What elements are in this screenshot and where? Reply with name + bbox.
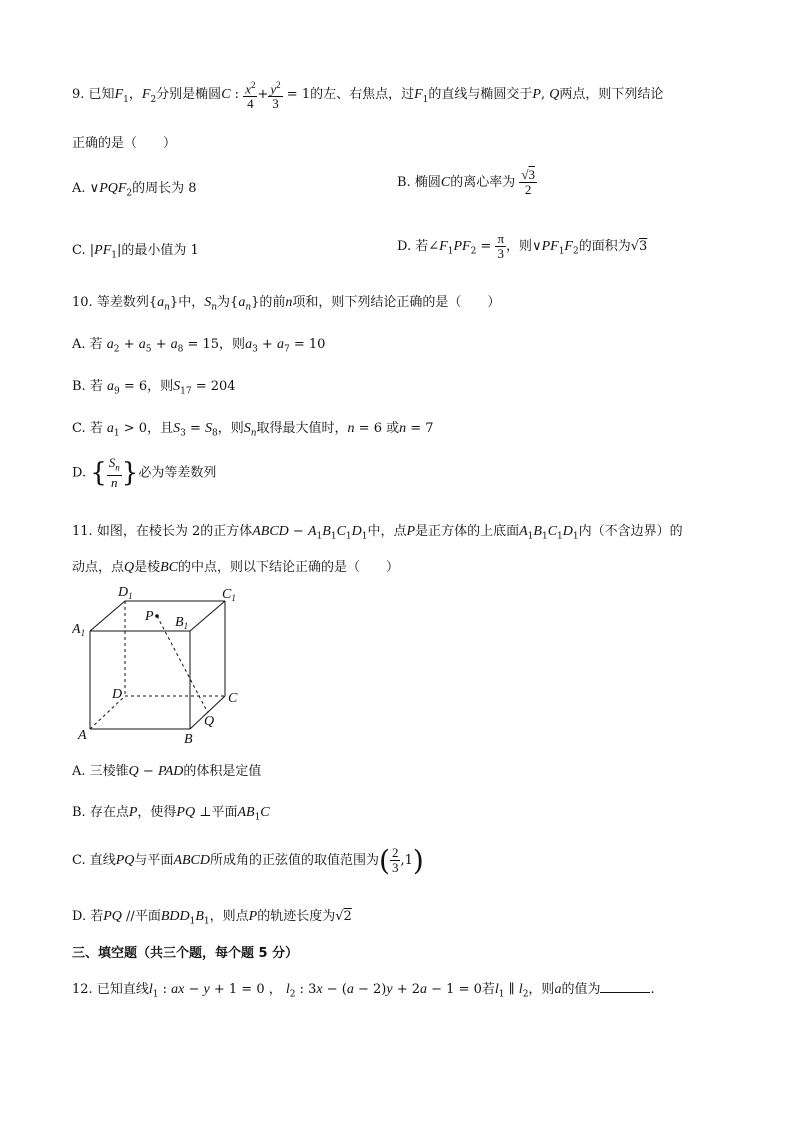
q9-option-b: B. 椭圆C的离心率为 $\frac{√3}{2}$ <box>397 167 535 197</box>
q9-option-c: C. $|PF_1|$的最小值为 1 <box>72 243 199 261</box>
q11-option-c: C. 直线PQ与平面ABCD所成角的正弦值的取值范围为( $\frac{2}{3}$ ,1) <box>72 844 424 877</box>
q10-option-d: D. { $\frac{S_n}{n}$ }必为等差数列 <box>72 455 217 490</box>
edge-A1D1 <box>90 601 125 631</box>
label-C1: $C_1$ <box>222 587 236 603</box>
q10-stem: 10. 等差数列$\{a_n\}$中，$S_n$为$\{a_n\}$的前n项和，则下列结论正确的是（ ） <box>72 295 501 313</box>
q9-stem-line1: 9. 已知$F_1$，$F_2$分别是椭圆C : $\frac{x^2}{4}$ + $\frac{y^2}{3}$ = 1的左、右焦点，过$F_1$的直线与椭圆交于P, Q两点，则下列结论 <box>72 80 664 112</box>
label-B1: $B_1$ <box>175 615 189 631</box>
q10-fraction-sn-n: $\frac{S_n}{n}$ <box>108 455 120 490</box>
edge-B1C1 <box>190 601 225 631</box>
q10-option-b: B. 若 $a_9 = 6$，则$S_{17} = 204$ <box>72 379 236 397</box>
q9-number: 9. <box>72 87 85 103</box>
q9-fraction-sqrt3-2: $\frac{√3}{2}$ <box>521 167 535 197</box>
label-P: P <box>145 609 154 624</box>
q9-option-d: D. 若$\angle F_1PF_2$ = $\frac{\pi}{3}$ ，则$\vee PF_1F_2$的面积为√3 <box>397 231 648 261</box>
q10-option-a: A. 若 $a_2 + a_5 + a_8 = 15$，则$a_3 + a_7 = 10$ <box>72 337 326 355</box>
q9-fraction-y: $\frac{y^2}{3}$ <box>270 80 281 112</box>
label-Q: Q <box>204 714 215 729</box>
q11-stem-line2: 动点，点Q是棱BC的中点，则以下结论正确的是（ ） <box>72 560 400 575</box>
cube-figure <box>72 584 252 749</box>
section-3-title: 三、填空题（共三个题，每个题 5 分） <box>72 946 299 961</box>
label-D1: $D_1$ <box>118 585 133 601</box>
q9-fraction-pi3: $\frac{\pi}{3}$ <box>497 231 505 261</box>
label-B: B <box>184 732 193 747</box>
q11-stem-line1: 11. 如图，在棱长为 2的正方体ABCD − $A_1B_1C_1D_1$中，点P是正方体的上底面$A_1B_1C_1D_1$内（不含边界）的 <box>72 524 683 542</box>
point-P <box>155 614 159 618</box>
q11-option-d: D. 若PQ //平面$BDD_1B_1$，则点P的轨迹长度为√2 <box>72 909 352 927</box>
q12-stem: 12. 已知直线$l_1$ : ax − y + 1 = 0 ， $l_2$ : 3x − (a − 2)y + 2a − 1 = 0若$l_1$ ∥ $l_2$，则a的值为 . <box>72 982 655 1000</box>
label-D: D <box>112 687 123 702</box>
q9-fraction-x: $\frac{x^2}{4}$ <box>245 80 256 112</box>
label-C: C <box>228 691 238 706</box>
label-A: A <box>78 728 87 743</box>
q12-answer-blank[interactable] <box>600 980 650 993</box>
q11-option-a: A. 三棱锥Q − PAD的体积是定值 <box>72 764 262 779</box>
q11-option-b: B. 存在点P，使得PQ ⊥平面$AB_1C$ <box>72 805 270 823</box>
label-A1: $A_1$ <box>72 622 86 638</box>
q9-stem-line2: 正确的是（ ） <box>72 136 177 151</box>
q10-option-c: C. 若 $a_1 > 0$，且$S_3 = S_8$，则$S_n$取得最大值时，n = 6 或n = 7 <box>72 421 434 439</box>
q11-fraction-2-3: $\frac{2}{3}$ <box>391 845 399 875</box>
q9-option-a: A. $\vee PQF_2$的周长为 8 <box>72 181 197 199</box>
